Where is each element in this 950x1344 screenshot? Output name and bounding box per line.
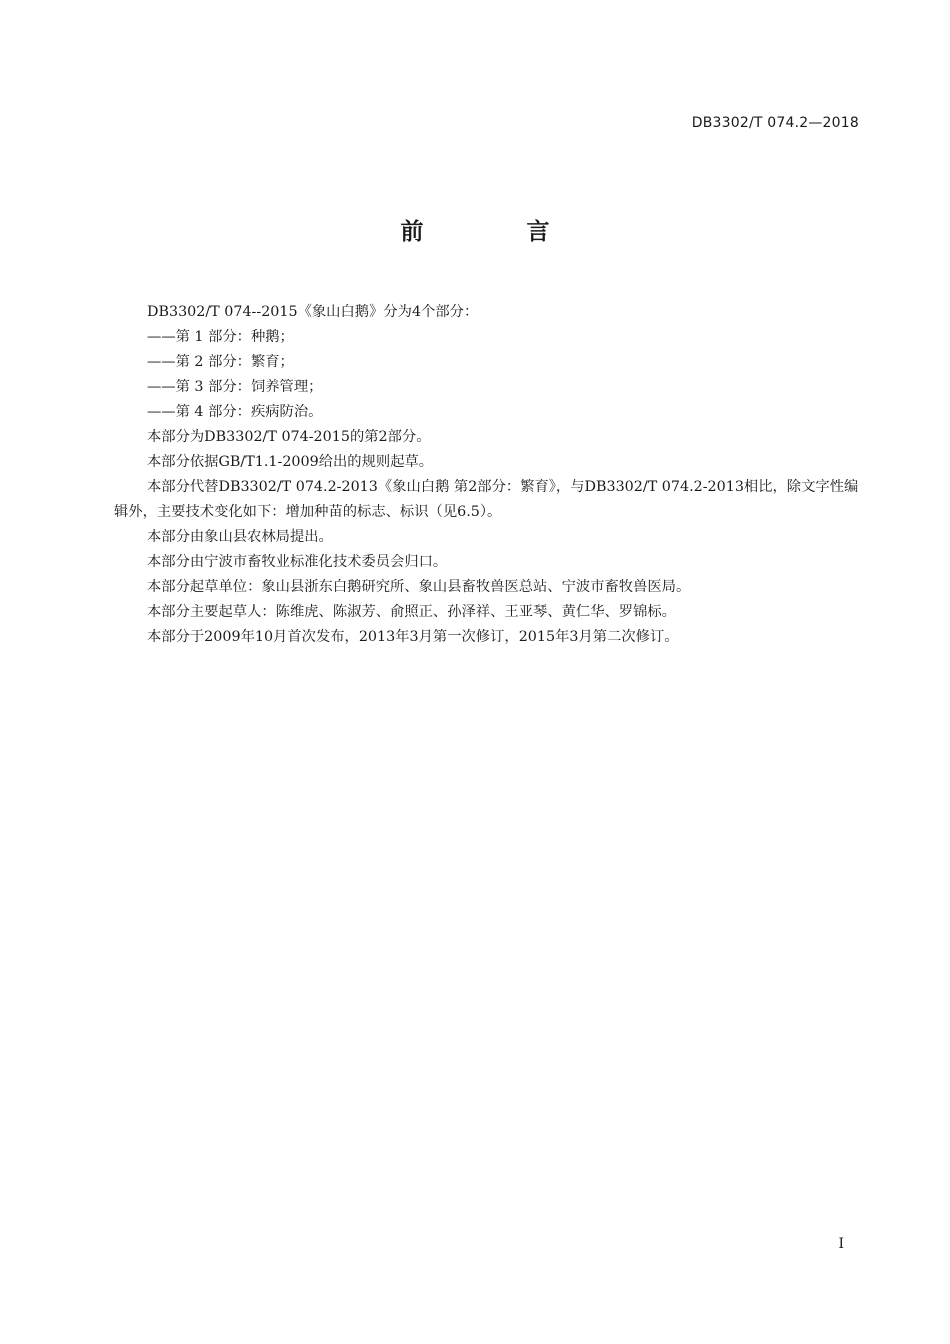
page-title: 前 言: [400, 219, 590, 245]
page-number: I: [838, 1236, 844, 1252]
list-item-part-3: ——第 3 部分：饲养管理；: [147, 379, 323, 395]
paragraph-drafting-units: 本部分起草单位：象山县浙东白鹅研究所、象山县畜牧兽医总站、宁波市畜牧兽医局。: [147, 579, 691, 595]
paragraph-centralized-by: 本部分由宁波市畜牧业标准化技术委员会归口。: [147, 554, 448, 570]
paragraph-drafters: 本部分主要起草人：陈维虎、陈淑芳、俞照正、孙泽祥、王亚琴、黄仁华、罗锦标。: [147, 604, 676, 620]
list-item-part-2: ——第 2 部分：繁育；: [147, 354, 294, 370]
paragraph-history: 本部分于2009年10月首次发布，2013年3月第一次修订，2015年3月第二次修订。: [147, 629, 679, 645]
paragraph-replaces: 本部分代替DB3302/T 074.2-2013《象山白鹅 第2部分：繁育》，与DB3302/T 074.2-2013相比，除文字性编辑外，主要技术变化如下：增加种苗的标志、标识（见6.5）。: [114, 479, 859, 520]
list-item-part-1: ——第 1 部分：种鹅；: [147, 329, 294, 345]
paragraph-proposed-by: 本部分由象山县农林局提出。: [147, 529, 333, 545]
paragraph-this-part: 本部分为DB3302/T 074-2015的第2部分。: [147, 429, 431, 445]
paragraph-parts-intro: DB3302/T 074--2015《象山白鹅》分为4个部分：: [147, 304, 479, 320]
list-item-part-4: ——第 4 部分：疾病防治。: [147, 404, 323, 420]
paragraph-drafting-rules: 本部分依据GB/T1.1-2009给出的规则起草。: [147, 454, 434, 470]
foreword-body: [114, 300, 862, 650]
document-code: DB3302/T 074.2—2018: [691, 115, 859, 131]
